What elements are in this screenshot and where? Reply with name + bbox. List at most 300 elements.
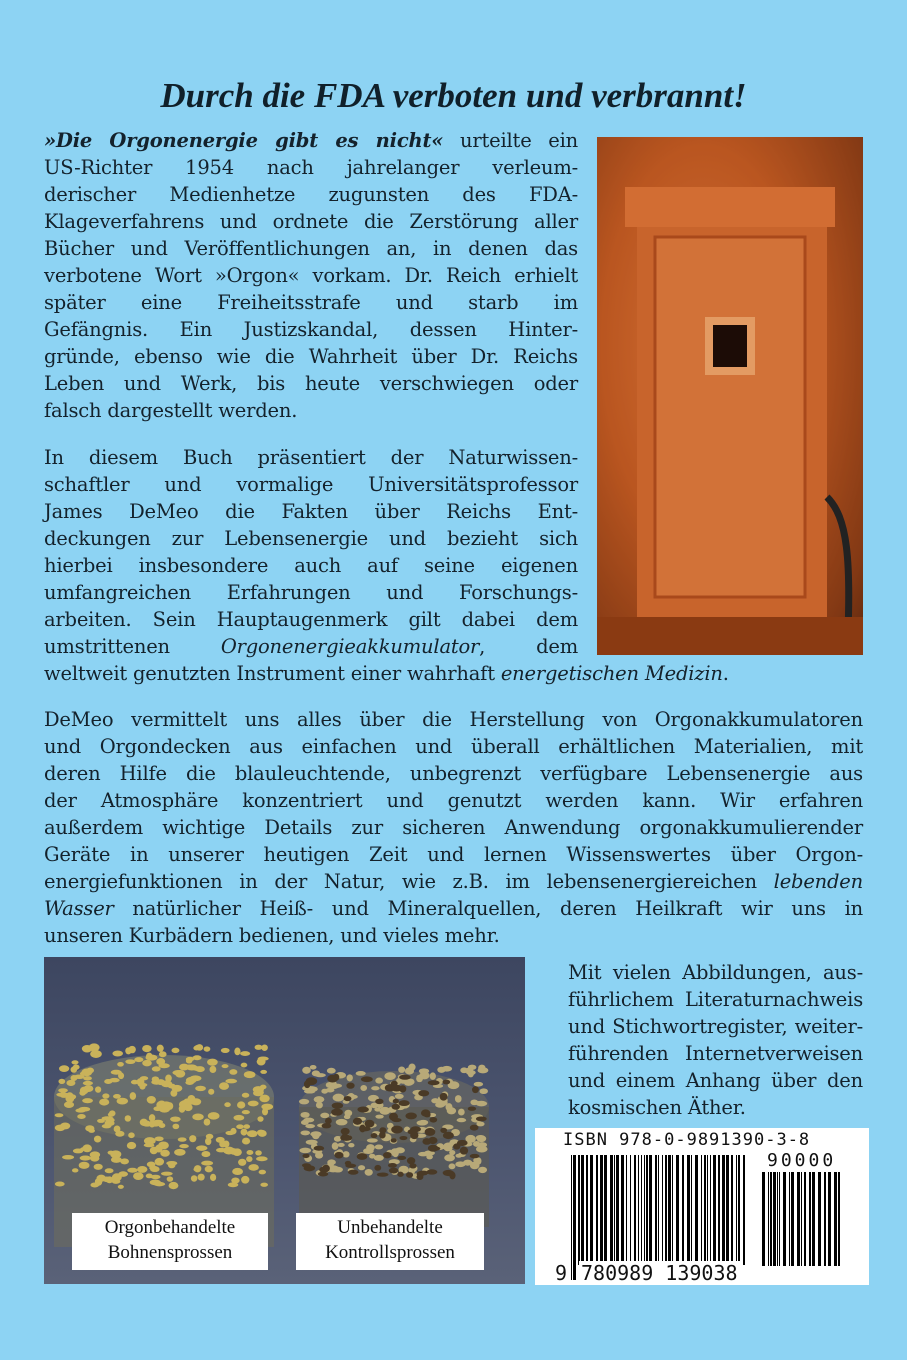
sprout-mark xyxy=(137,1166,147,1173)
barcode-bar xyxy=(736,1155,737,1265)
sprout-mark xyxy=(102,1093,109,1098)
sprout-mark xyxy=(406,1172,413,1178)
sprout-mark xyxy=(476,1116,487,1121)
text-segment: umstrittenen xyxy=(44,635,221,658)
caption-control-line1: Unbehandelte xyxy=(337,1217,443,1238)
sprout-mark xyxy=(260,1085,267,1090)
sprout-mark xyxy=(210,1174,216,1181)
sprout-mark xyxy=(253,1090,263,1096)
sprout-mark xyxy=(320,1113,329,1118)
text-segment: James DeMeo die Fakten über Reichs Ent- xyxy=(44,500,578,523)
sprout-mark xyxy=(391,1085,403,1092)
sprout-mark xyxy=(348,1143,354,1147)
text-segment: und Orgondecken aus einfachen und überall erhältlichen Materialien, mit xyxy=(44,735,863,758)
sprout-mark xyxy=(300,1112,309,1118)
sprout-mark xyxy=(201,1151,210,1157)
sprout-mark xyxy=(314,1096,325,1103)
sprout-mark xyxy=(201,1161,213,1166)
caption-control-sprouts xyxy=(296,1213,484,1270)
text-line xyxy=(44,397,578,424)
sprout-mark xyxy=(168,1162,176,1168)
sprout-mark xyxy=(392,1104,400,1110)
barcode-bar xyxy=(801,1172,802,1266)
text-line xyxy=(44,787,863,814)
text-line xyxy=(44,895,863,922)
sprout-mark xyxy=(422,1138,431,1145)
sprout-mark xyxy=(408,1129,418,1135)
text-line xyxy=(44,208,578,235)
sprout-mark xyxy=(388,1163,397,1168)
sprout-mark xyxy=(358,1165,365,1170)
barcode-bar xyxy=(789,1172,790,1266)
emphasized-text: Orgonenergieakkumulator xyxy=(220,635,480,658)
text-segment: urteilte ein xyxy=(443,129,578,152)
sprout-mark xyxy=(241,1176,249,1184)
sprout-mark xyxy=(178,1137,187,1141)
sprout-mark xyxy=(144,1143,155,1147)
sprout-mark xyxy=(300,1130,310,1135)
barcode-bar xyxy=(621,1155,624,1265)
sprout-mark xyxy=(155,1136,164,1141)
sprout-mark xyxy=(334,1136,341,1142)
sprout-mark xyxy=(337,1143,344,1147)
barcode-bar xyxy=(600,1155,603,1265)
sprout-mark xyxy=(409,1064,416,1071)
barcode-bar xyxy=(578,1155,580,1265)
sprout-mark xyxy=(361,1076,373,1082)
barcode-bar xyxy=(743,1155,745,1265)
sprout-mark xyxy=(375,1078,383,1084)
sprout-mark xyxy=(365,1169,373,1176)
text-line xyxy=(568,1067,863,1094)
sprout-mark xyxy=(174,1149,185,1156)
sprout-mark xyxy=(247,1150,254,1155)
sprout-mark xyxy=(151,1175,161,1179)
sprout-mark xyxy=(157,1045,164,1052)
text-segment: deren Hilfe die blauleuchtende, unbegrenzt verfügbare Lebensenergie aus xyxy=(44,762,863,785)
text-segment: derischer Medienhetze zugunsten des FDA- xyxy=(44,183,578,206)
text-segment: . xyxy=(722,662,729,685)
sprout-mark xyxy=(186,1065,192,1070)
sprout-mark xyxy=(256,1156,268,1161)
sprout-mark xyxy=(153,1120,163,1124)
sprout-mark xyxy=(299,1099,309,1104)
sprout-mark xyxy=(125,1115,131,1121)
sprout-mark xyxy=(234,1047,240,1055)
sprout-mark xyxy=(117,1098,128,1105)
sprout-mark xyxy=(384,1072,395,1080)
text-line xyxy=(44,235,578,262)
sprout-mark xyxy=(152,1066,161,1071)
sprout-mark xyxy=(389,1168,399,1174)
sprout-mark xyxy=(58,1079,65,1084)
sprout-mark xyxy=(236,1124,244,1129)
sprout-mark xyxy=(60,1092,67,1098)
sprout-mark xyxy=(357,1106,369,1112)
text-segment: führlichem Literaturnachweis xyxy=(568,988,863,1011)
sprout-mark xyxy=(444,1154,455,1161)
text-line xyxy=(44,471,578,498)
sprout-mark xyxy=(221,1048,230,1053)
sprout-mark xyxy=(369,1154,375,1159)
text-line xyxy=(44,370,578,397)
sprout-mark xyxy=(216,1137,225,1143)
sprout-mark xyxy=(233,1115,244,1121)
sprout-mark xyxy=(102,1116,114,1120)
sprout-mark xyxy=(223,1147,235,1155)
barcode-bar xyxy=(770,1172,772,1266)
sprout-mark xyxy=(108,1112,114,1117)
text-line xyxy=(44,579,578,606)
sprout-mark xyxy=(477,1142,487,1147)
sprout-mark xyxy=(302,1163,311,1167)
sprout-mark xyxy=(299,1148,311,1154)
sprout-mark xyxy=(365,1120,375,1128)
text-segment: arbeiten. Sein Hauptaugenmerk gilt dabei dem xyxy=(44,608,578,631)
barcode-bar xyxy=(713,1155,716,1265)
sprout-mark xyxy=(105,1168,114,1173)
sprout-mark xyxy=(170,1116,181,1121)
barcode-bar xyxy=(797,1172,800,1266)
sprout-mark xyxy=(156,1058,165,1065)
sprout-mark xyxy=(246,1156,252,1162)
text-segment: führenden Internetverweisen xyxy=(568,1042,863,1065)
barcode-bar xyxy=(834,1172,837,1266)
sprout-mark xyxy=(88,1129,95,1133)
text-line xyxy=(44,814,863,841)
sprout-mark xyxy=(391,1138,397,1142)
sprout-mark xyxy=(391,1126,403,1134)
sprout-mark xyxy=(95,1086,101,1092)
isbn-barcode xyxy=(535,1128,869,1285)
sprout-mark xyxy=(470,1162,480,1170)
sprout-mark xyxy=(428,1145,438,1152)
text-line xyxy=(44,660,863,687)
barcode-bar xyxy=(707,1155,708,1265)
emphasized-text: Wasser xyxy=(44,897,114,920)
sprout-mark xyxy=(418,1090,429,1096)
barcode-bar xyxy=(626,1155,627,1265)
barcode-bar xyxy=(668,1155,671,1265)
sprout-mark xyxy=(142,1045,151,1052)
sprout-mark xyxy=(343,1151,350,1157)
sprout-mark xyxy=(79,1162,90,1169)
barcode-bar xyxy=(616,1155,619,1265)
sprout-mark xyxy=(419,1120,429,1125)
sprout-mark xyxy=(232,1168,243,1175)
sprout-mark xyxy=(191,1175,198,1182)
barcode-bar xyxy=(662,1155,663,1265)
text-line xyxy=(44,633,578,660)
sprout-mark xyxy=(399,1075,411,1080)
sprout-mark xyxy=(161,1172,173,1176)
sprout-mark xyxy=(198,1174,205,1181)
text-segment: und Stichwortregister, weiter- xyxy=(568,1015,863,1038)
sprout-mark xyxy=(315,1073,326,1077)
sprout-mark xyxy=(205,1166,213,1173)
sprout-mark xyxy=(458,1109,465,1116)
sprout-mark xyxy=(207,1059,218,1066)
sprout-mark xyxy=(242,1110,250,1114)
sprout-mark xyxy=(70,1075,77,1081)
barcode-bar xyxy=(824,1172,826,1266)
sprout-mark xyxy=(75,1108,86,1112)
sprout-mark xyxy=(237,1101,245,1108)
sprout-mark xyxy=(130,1092,136,1100)
sprout-mark xyxy=(371,1133,378,1138)
text-line xyxy=(44,289,578,316)
text-segment: schaftler und vormalige Universitätsprofessor xyxy=(44,473,578,496)
sprout-mark xyxy=(327,1068,336,1074)
sprout-mark xyxy=(258,1130,267,1137)
text-line xyxy=(44,760,863,787)
text-segment: später eine Freiheitsstrafe und starb im xyxy=(44,291,578,314)
sprout-mark xyxy=(154,1182,165,1186)
barcode-bar xyxy=(687,1155,690,1265)
sprout-mark xyxy=(379,1127,386,1133)
sprout-mark xyxy=(334,1152,343,1159)
sprout-mark xyxy=(219,1082,229,1090)
sprout-mark xyxy=(304,1080,311,1088)
sprout-mark xyxy=(332,1142,339,1150)
sprout-mark xyxy=(444,1145,453,1151)
barcode-bar xyxy=(701,1155,702,1265)
sprout-mark xyxy=(82,1045,92,1052)
text-segment: umfangreichen Erfahrungen und Forschungs- xyxy=(44,581,578,604)
sprout-mark xyxy=(374,1107,381,1111)
sprout-mark xyxy=(260,1070,267,1074)
caption-treated-line2: Bohnensprossen xyxy=(107,1242,233,1263)
sprout-mark xyxy=(262,1108,268,1115)
sprout-mark xyxy=(195,1086,206,1091)
sprout-mark xyxy=(81,1068,92,1076)
sprout-mark xyxy=(442,1080,450,1085)
text-segment: Geräte in unserer heutigen Zeit und lernen Wissenswertes über Orgon- xyxy=(44,843,863,866)
sprout-mark xyxy=(222,1064,229,1068)
sprout-mark xyxy=(255,1150,262,1155)
emphasized-text: »Die Orgonenergie gibt es nicht« xyxy=(44,129,444,152)
sprout-mark xyxy=(316,1102,323,1109)
sprout-mark xyxy=(240,1051,250,1056)
sprout-mark xyxy=(259,1095,269,1103)
paragraph-contents xyxy=(44,706,863,949)
sprout-mark xyxy=(208,1112,220,1120)
text-segment: unseren Kurbädern bedienen, und vieles mehr. xyxy=(44,924,500,947)
sprout-mark xyxy=(399,1136,407,1140)
sprout-mark xyxy=(131,1080,138,1085)
sprout-mark xyxy=(319,1167,328,1173)
sprout-mark xyxy=(224,1102,231,1107)
text-segment: deckungen zur Lebensenergie und bezieht sich xyxy=(44,527,578,550)
sprout-mark xyxy=(367,1138,378,1142)
sprout-mark xyxy=(399,1100,410,1106)
sprout-mark xyxy=(159,1051,167,1057)
barcode-bar xyxy=(586,1155,588,1265)
text-segment: und einem Anhang über den xyxy=(568,1069,863,1092)
barcode-bar xyxy=(818,1172,821,1266)
sprout-mark xyxy=(184,1104,193,1111)
barcode-bar xyxy=(676,1155,679,1265)
sprout-mark xyxy=(82,1098,93,1103)
sprout-mark xyxy=(302,1067,311,1074)
barcode-bar xyxy=(649,1155,652,1265)
sprout-mark xyxy=(474,1082,483,1087)
caption-treated-sprouts xyxy=(72,1213,268,1270)
sprout-mark xyxy=(470,1125,479,1131)
sprout-mark xyxy=(455,1095,462,1103)
sprout-mark xyxy=(118,1185,124,1189)
sprout-mark xyxy=(152,1076,159,1082)
sprout-mark xyxy=(59,1065,69,1072)
sprout-mark xyxy=(186,1058,193,1063)
paragraph-intro xyxy=(44,127,578,424)
sprout-mark xyxy=(476,1135,485,1140)
sprout-mark xyxy=(353,1118,362,1125)
text-line xyxy=(44,552,578,579)
barcode-bar xyxy=(783,1172,786,1266)
sprout-mark xyxy=(204,1046,211,1051)
sprout-mark xyxy=(169,1182,179,1189)
barcode-bar xyxy=(731,1155,733,1265)
sprout-mark xyxy=(241,1129,248,1136)
text-segment: Leben und Werk, bis heute verschwiegen oder xyxy=(44,372,578,395)
barcode-bar xyxy=(726,1155,729,1265)
sprout-mark xyxy=(244,1124,251,1129)
sprout-mark xyxy=(261,1044,268,1051)
text-segment: kosmischen Äther. xyxy=(568,1096,746,1119)
text-segment: In diesem Buch präsentiert der Naturwissen- xyxy=(44,446,578,469)
sprout-mark xyxy=(193,1167,200,1172)
text-segment: hierbei insbesondere auch auf seine eigenen xyxy=(44,554,578,577)
sprout-mark xyxy=(457,1118,467,1122)
emphasized-text: energetischen Medizin xyxy=(500,662,723,685)
sprout-mark xyxy=(331,1109,343,1116)
sprout-mark xyxy=(259,1170,266,1175)
sprout-mark xyxy=(147,1096,156,1104)
sprout-mark xyxy=(125,1059,135,1064)
text-segment: falsch dargestellt werden. xyxy=(44,399,298,422)
sprout-mark xyxy=(336,1119,348,1126)
text-segment: gründe, ebenso wie die Wahrheit über Dr. Reichs xyxy=(44,345,578,368)
sprout-mark xyxy=(460,1147,468,1155)
barcode-bar xyxy=(571,1155,572,1280)
sprout-mark xyxy=(231,1178,239,1184)
sprout-mark xyxy=(112,1179,121,1184)
sprout-mark xyxy=(360,1085,367,1091)
barcode-bar xyxy=(672,1155,673,1265)
sprout-mark xyxy=(429,1117,437,1123)
barcode-bar xyxy=(838,1172,840,1266)
sprout-mark xyxy=(430,1072,436,1080)
sprout-mark xyxy=(366,1144,375,1151)
paragraph-book-summary xyxy=(44,444,729,687)
sprout-mark xyxy=(449,1163,456,1169)
barcode-bar xyxy=(704,1155,706,1265)
barcode-bar xyxy=(710,1155,711,1265)
sprout-mark xyxy=(375,1099,383,1104)
sprout-mark xyxy=(398,1066,405,1072)
sprout-mark xyxy=(357,1153,368,1160)
sprout-mark xyxy=(392,1118,402,1122)
sprout-mark xyxy=(104,1079,112,1084)
emphasized-text: lebenden xyxy=(773,870,863,893)
sprout-mark xyxy=(391,1148,399,1153)
sprout-mark xyxy=(348,1170,358,1175)
text-segment: natürlicher Heiß- und Mineralquellen, deren Heilkraft wir uns in xyxy=(113,897,863,920)
sprout-mark xyxy=(310,1065,317,1070)
sprout-mark xyxy=(192,1113,203,1120)
barcode-bar xyxy=(695,1155,698,1265)
sprout-mark xyxy=(344,1115,351,1120)
sprout-mark xyxy=(468,1106,476,1110)
sprout-mark xyxy=(112,1051,123,1057)
text-line xyxy=(44,181,578,208)
sprout-mark xyxy=(453,1143,460,1149)
sprout-mark xyxy=(242,1093,249,1098)
barcode-bar xyxy=(634,1155,636,1265)
sprout-mark xyxy=(55,1125,66,1132)
sprout-mark xyxy=(94,1136,101,1143)
text-line xyxy=(44,444,578,471)
sprout-mark xyxy=(383,1152,392,1158)
sprout-mark xyxy=(94,1164,103,1170)
sprout-mark xyxy=(138,1083,148,1087)
sprout-mark xyxy=(302,1154,309,1158)
sprout-mark xyxy=(155,1158,164,1166)
sprout-mark xyxy=(375,1145,383,1150)
barcode-bar xyxy=(804,1172,806,1266)
barcode-bar xyxy=(682,1155,684,1265)
sprout-mark xyxy=(55,1181,65,1186)
sprout-mark xyxy=(127,1142,136,1149)
sprout-mark xyxy=(175,1070,185,1078)
sprout-mark xyxy=(229,1069,237,1075)
sprout-mark xyxy=(99,1099,109,1106)
caption-treated-line1: Orgonbehandelte xyxy=(104,1217,236,1238)
sprout-mark xyxy=(397,1172,403,1177)
sprout-mark xyxy=(113,1094,121,1099)
barcode-bar xyxy=(630,1155,631,1265)
barcode-bar xyxy=(777,1172,778,1266)
barcode-bar xyxy=(638,1155,639,1265)
sprout-mark xyxy=(71,1060,78,1064)
back-cover-headline: Durch die FDA verboten und verbrannt! xyxy=(160,76,747,115)
sprout-mark xyxy=(424,1112,431,1117)
sprout-mark xyxy=(209,1066,216,1073)
orgone-accumulator-photo xyxy=(597,137,863,655)
text-segment: Bücher und Veröffentlichungen an, in denen das xyxy=(44,237,578,260)
sprout-mark xyxy=(472,1086,479,1093)
sprout-mark xyxy=(179,1144,189,1148)
barcode-bar xyxy=(581,1155,584,1265)
sprout-mark xyxy=(479,1088,487,1094)
sprout-mark xyxy=(73,1149,83,1154)
sprout-mark xyxy=(395,1094,404,1099)
sprout-mark xyxy=(128,1132,135,1138)
barcode-bar xyxy=(641,1155,642,1265)
sprout-mark xyxy=(225,1079,237,1084)
sprout-mark xyxy=(447,1107,456,1114)
barcode-bar xyxy=(738,1155,740,1265)
text-segment: US-Richter 1954 nach jahrelanger verleum- xyxy=(44,156,578,179)
sprout-mark xyxy=(470,1154,480,1158)
sprout-mark xyxy=(194,1045,203,1050)
text-line xyxy=(44,525,578,552)
sprout-mark xyxy=(473,1158,480,1163)
sprout-mark xyxy=(443,1132,454,1139)
barcode-bar xyxy=(655,1155,657,1265)
isbn-label: ISBN 978-0-9891390-3-8 xyxy=(563,1130,811,1150)
